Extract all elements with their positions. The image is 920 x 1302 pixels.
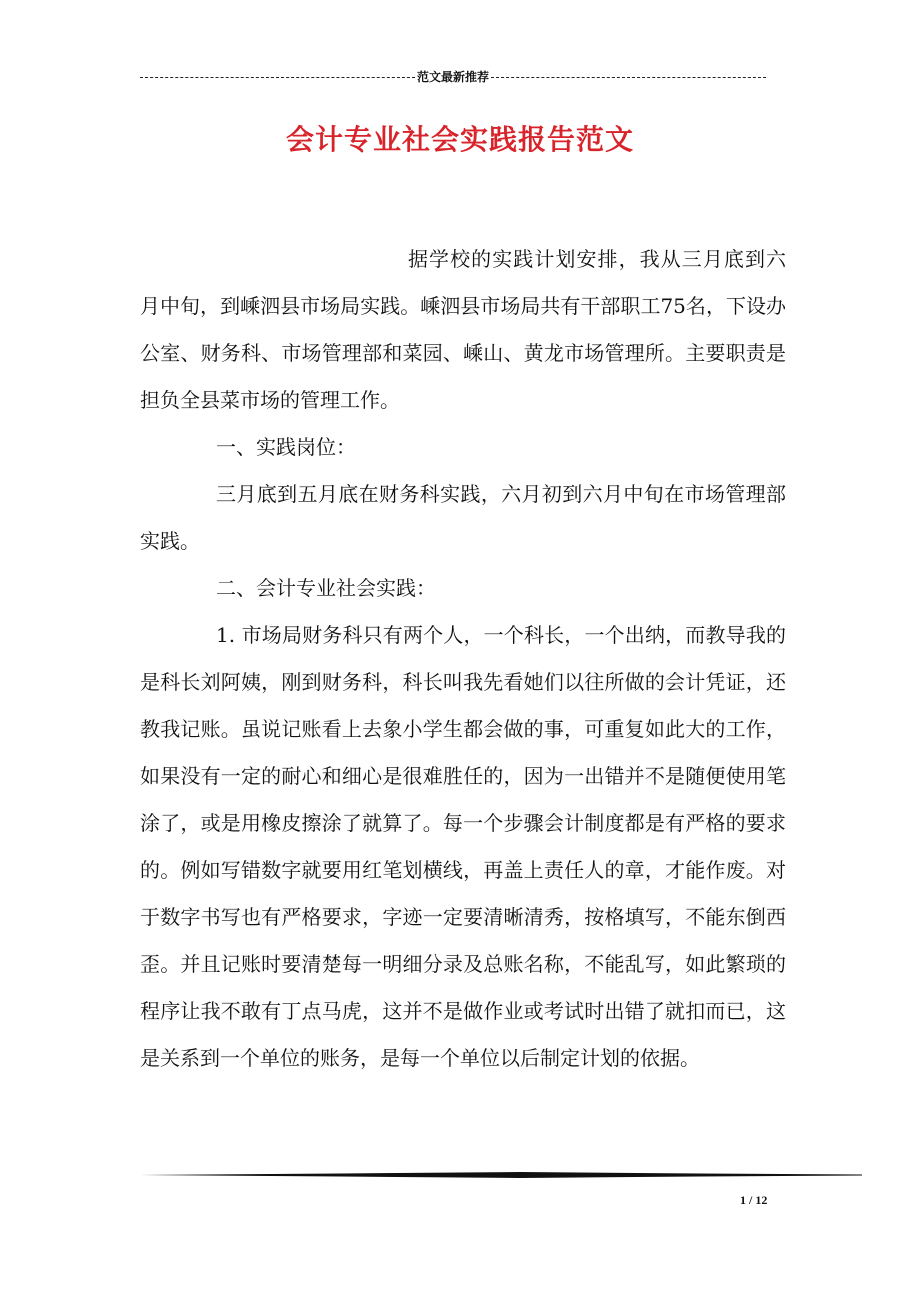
paragraph-positions: 三月底到五月底在财务科实践，六月初到六月中旬在市场管理部实践。 (140, 482, 786, 553)
document-title: 会计专业社会实践报告范文 (285, 123, 634, 156)
header-label: 范文最新推荐 (417, 70, 490, 84)
document-body (140, 236, 786, 1082)
paragraph-intro: 据学校的实践计划安排，我从三月底到六月中旬，到嵊泗县市场局实践。嵊泗县市场局共有干部职工75名，下设办公室、财务科、市场管理部和菜园、嵊山、黄龙市场管理所。主要职责是担负全县菜市场的管理工作。 (140, 247, 786, 412)
page-number: 1 / 12 (740, 1193, 768, 1207)
section-heading-2: 二、会计专业社会实践： (216, 576, 436, 600)
footer-rule (140, 1168, 862, 1182)
header-dashes-right (491, 77, 766, 78)
section-heading-1: 一、实践岗位： (216, 435, 356, 459)
header-dashes-left (140, 77, 415, 78)
page-header (140, 70, 766, 84)
paragraph-accounting: 1. 市场局财务科只有两个人，一个科长，一个出纳，而教导我的是科长刘阿姨，刚到财务科，科长叫我先看她们以往所做的会计凭证，还教我记账。虽说记账看上去象小学生都会做的事，可重复如此大的工作，如果没有一定的耐心和细心是很难胜任的，因为一出错并不是随便使用笔涂了，或是用橡皮擦涂了就算了。每一个步骤会计制度都是有严格的要求的。例如写错数字就要用红笔划横线，再盖上责任人的章，才能作废。对于数字书写也有严格要求，字迹一定要清晰清秀，按格填写，不能东倒西歪。并且记账时要清楚每一明细分录及总账名称，不能乱写，如此繁琐的程序让我不敢有丁点马虎，这并不是做作业或考试时出错了就扣而已，这是关系到一个单位的账务，是每一个单位以后制定计划的依据。 (140, 623, 786, 1070)
